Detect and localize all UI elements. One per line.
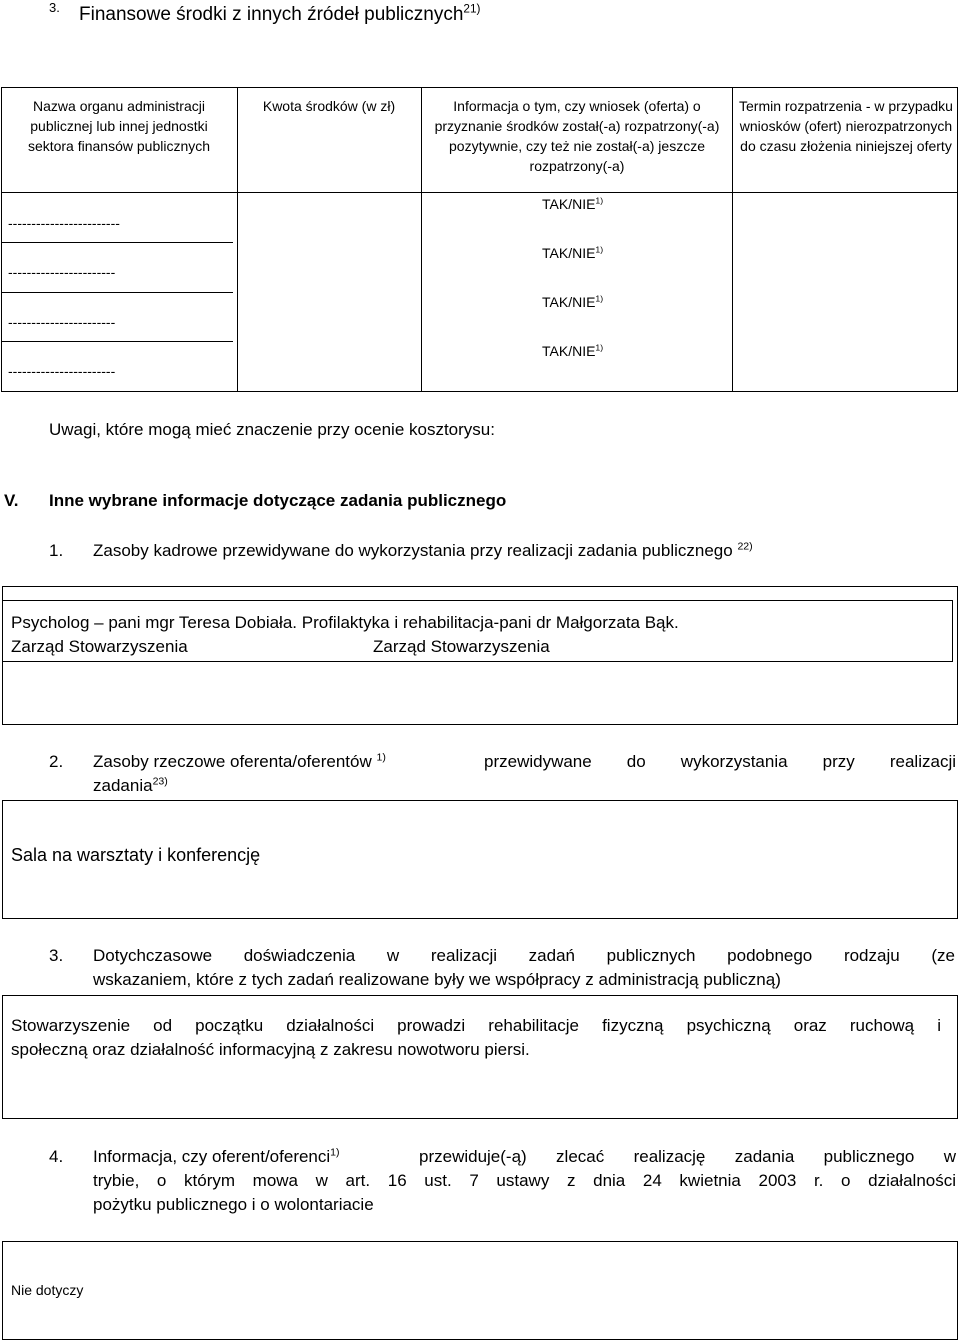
column-header-amount: Kwota środków (w zł) [262,98,396,114]
item-text: wskazaniem, które z tych zadań realizowane były we współpracy z administracją publiczną) [93,970,781,989]
funds-table [0,0,960,400]
item-text: przewidywane do wykorzystania przy realizacji [484,752,956,771]
column-header-status: Informacja o tym, czy wniosek (oferta) o przyznanie środków został(-a) rozpatrzony(-a) pozytywnie, czy też nie został(-a) jeszcze rozpatrzony(-a) [434,98,720,174]
answer-box-subcontract [2,1241,958,1340]
item-text: pożytku publicznego i o wolontariacie [93,1195,374,1214]
table-row-organ: ----------------------- [8,314,116,330]
answer-text: Psycholog – pani mgr Teresa Dobiała. Profilaktyka i rehabilitacja-pani dr Małgorzata Bąk. [11,613,679,632]
footnote-ref: 21) [463,2,481,16]
item-number: 3. [49,946,64,965]
item-text: trybie, o którym mowa w art. 16 ust. 7 ustawy z dnia 24 kwietnia 2003 r. o działalności [93,1171,956,1190]
table-row-organ: ----------------------- [8,363,116,379]
answer-text: społeczną oraz działalność informacyjną z zakresu nowotworu piersi. [11,1040,530,1059]
table-row-status: TAK/NIE$^{1)}$ [542,293,604,310]
table-row-organ: ------------------------ [8,215,120,231]
table-row-organ: ----------------------- [8,264,116,280]
answer-text: Nie dotyczy [11,1282,84,1298]
item-text: Zasoby kadrowe przewidywane do wykorzystania przy realizacji zadania publicznego $^{22)}$ [93,540,753,560]
answer-text: Zarząd Stowarzyszenia [373,637,550,656]
part-title: Inne wybrane informacje dotyczące zadania publicznego [49,491,507,510]
table-row-status: TAK/NIE$^{1)}$ [542,195,604,212]
answer-text: Zarząd Stowarzyszenia [11,637,188,656]
item-text: Zasoby rzeczowe oferenta/oferentów $^{1)}$ [93,751,386,771]
item-text: przewiduje(-ą) zlecać realizację zadania publicznego w [419,1147,956,1166]
answer-text: Stowarzyszenie od początku działalności prowadzi rehabilitacje fizyczną psychiczną oraz ruchową i [11,1016,941,1035]
remarks-label: Uwagi, które mogą mieć znaczenie przy ocenie kosztorysu: [49,420,495,439]
item-number: 2. [49,752,64,771]
answer-text: Sala na warsztaty i konferencję [11,845,261,865]
item-text: Dotychczasowe doświadczenia w realizacji zadań publicznych podobnego rodzaju (ze [93,946,955,965]
table-row-status: TAK/NIE$^{1)}$ [542,342,604,359]
column-header-deadline: Termin rozpatrzenia - w przypadku wniosków (ofert) nierozpatrzonych do czasu złożenia niniejszej oferty [739,98,953,154]
section-number: 3. [49,0,60,15]
part-number: V. [4,491,19,510]
item-number: 1. [49,541,64,560]
item-text: zadania$^{23)}$ [93,775,168,795]
column-header-organ: Nazwa organu administracji publicznej lub innej jednostki sektora finansów publicznych [27,98,211,154]
table-row-status: TAK/NIE$^{1)}$ [542,244,604,261]
item-number: 4. [49,1147,64,1166]
item-text: Informacja, czy oferent/oferenci$^{1)}$ [93,1146,340,1166]
section-title: Finansowe środki z innych źródeł publicznych$^{21)}$ [79,2,481,25]
